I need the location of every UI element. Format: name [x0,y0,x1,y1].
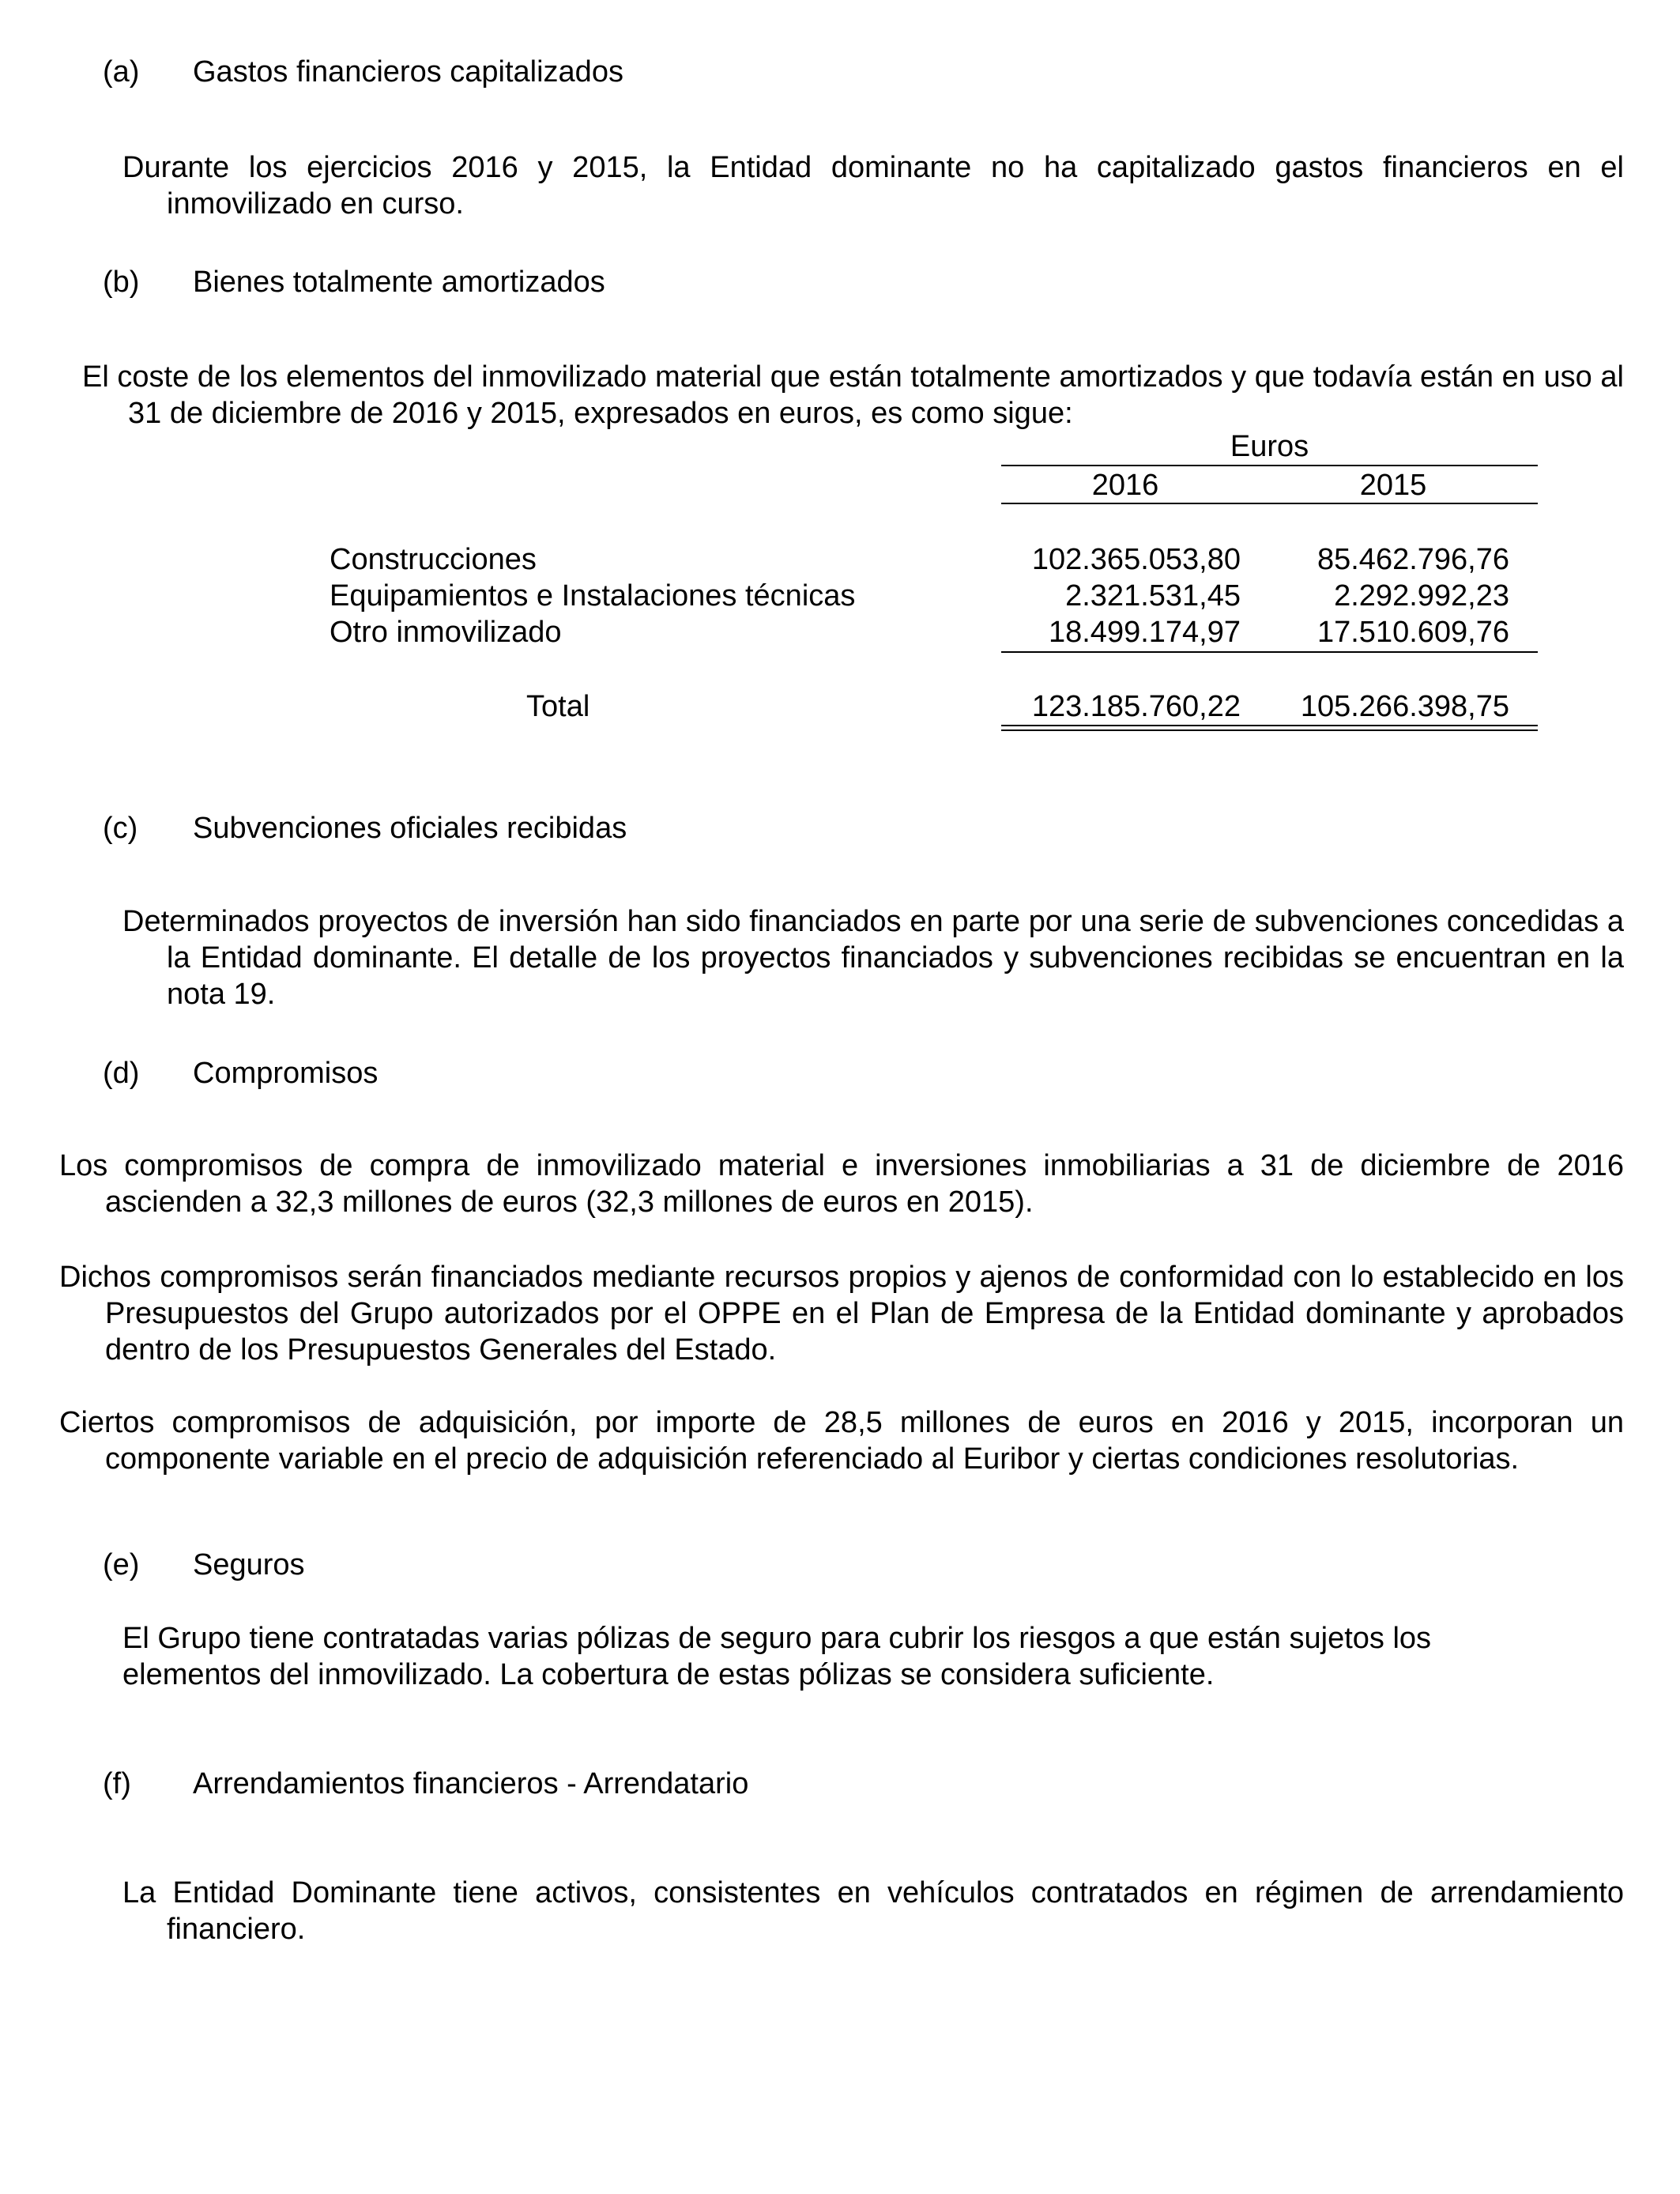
section-e-title: Seguros [193,1548,305,1581]
section-d-title: Compromisos [193,1057,379,1090]
section-a-letter: (a) [103,55,140,89]
table-total-value-2016: 123.185.760,22 [1031,690,1241,723]
section-f-title: Arrendamientos financieros - Arrendatario [193,1767,749,1800]
table-row-label: Equipamientos e Instalaciones técnicas [330,579,856,613]
section-b-letter: (b) [103,266,140,299]
section-d-paragraph-1: Los compromisos de compra de inmovilizado material e inversiones inmobiliarias a 31 de diciembre de 2016 ascienden a 32,3 millones de euros (32,3 millones de euros en 2015). [59,1149,1624,1219]
section-f-letter: (f) [103,1767,131,1800]
section-b-paragraph: El coste de los elementos del inmovilizado material que están totalmente amortizados y que todavía están en uso al 31 de diciembre de 2016 y 2015, expresados en euros, es como sigue: [82,360,1624,430]
table-unit-header: Euros [1230,430,1309,463]
table-total-label: Total [526,690,590,723]
section-e-letter: (e) [103,1548,140,1581]
section-a-title: Gastos financieros capitalizados [193,55,623,89]
table-row-value-2016: 102.365.053,80 [1031,543,1241,576]
section-c-letter: (c) [103,812,138,845]
table-total-rule-2 [1001,729,1538,731]
table-columns-rule [1001,503,1538,504]
table-col-2015: 2015 [1359,469,1427,502]
table-total-value-2015: 105.266.398,75 [1300,690,1509,723]
table-row-value-2015: 85.462.796,76 [1317,543,1509,576]
section-d-letter: (d) [103,1057,140,1090]
section-d-paragraph-2: Dichos compromisos serán financiados mediante recursos propios y ajenos de conformidad con lo establecido en los Presupuestos del Grupo autorizados por el OPPE en el Plan de Empresa de la Entidad dominante y aprobados dentro de los Presupuestos Generales del Estado. [59,1261,1624,1367]
table-total-rule-1 [1001,725,1538,726]
table-row-value-2016: 18.499.174,97 [1048,616,1241,649]
table-row-value-2015: 2.292.992,23 [1334,579,1509,613]
section-c-paragraph: Determinados proyectos de inversión han sido financiados en parte por una serie de subvenciones concedidas a la Entidad dominante. El detalle de los proyectos financiados y subvenciones recibidas se encuentran en la nota 19. [122,905,1624,1011]
table-row-value-2016: 2.321.531,45 [1065,579,1241,613]
table-col-2016: 2016 [1091,469,1159,502]
section-c-title: Subvenciones oficiales recibidas [193,812,627,845]
section-f-paragraph: La Entidad Dominante tiene activos, consistentes en vehículos contratados en régimen de arrendamiento financiero. [122,1876,1624,1946]
table-header-rule [1001,465,1538,466]
table-row-label: Construcciones [330,543,537,576]
table-subtotal-rule [1001,651,1538,653]
section-a-paragraph: Durante los ejercicios 2016 y 2015, la Entidad dominante no ha capitalizado gastos financieros en el inmovilizado en curso. [122,151,1624,221]
section-b-title: Bienes totalmente amortizados [193,266,605,299]
section-e-paragraph: El Grupo tiene contratadas varias pólizas de seguro para cubrir los riesgos a que están sujetos los elementos del inmovilizado. La cobertura de estas pólizas se considera suficiente. [122,1622,1432,1691]
table-row-label: Otro inmovilizado [330,616,562,649]
table-row-value-2015: 17.510.609,76 [1317,616,1509,649]
section-d-paragraph-3: Ciertos compromisos de adquisición, por importe de 28,5 millones de euros en 2016 y 2015, incorporan un componente variable en el precio de adquisición referenciado al Euribor y ciertas condiciones resolutorias. [59,1406,1624,1476]
